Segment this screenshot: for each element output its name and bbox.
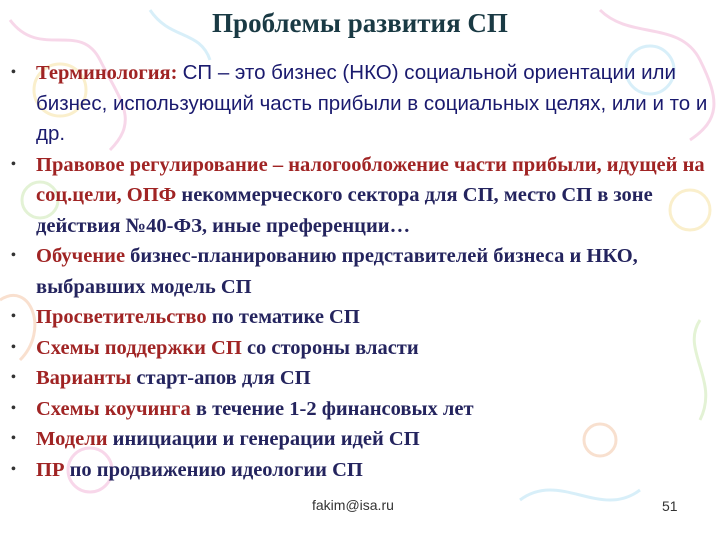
item-keyword: Обучение (36, 245, 126, 267)
bullet-icon: • (11, 248, 16, 263)
bullet-icon: • (11, 461, 16, 477)
bullet-icon: • (11, 339, 16, 355)
list-item (8, 394, 708, 425)
list-item (8, 150, 708, 242)
item-text: некоммерческого сектора для СП, место СП в зоне действия №40-ФЗ, иные преференции… (36, 184, 653, 237)
list-item (8, 58, 708, 150)
item-keyword: Просветительство (36, 306, 207, 328)
item-text: в течение 1-2 финансовых лет (190, 397, 474, 420)
bullet-icon: • (11, 65, 16, 80)
item-keyword: Модели (36, 428, 108, 450)
item-text: СП – это бизнес (НКО) социальной ориентации или бизнес, использующий часть прибыли в социальных целях, или и то и др. (36, 61, 708, 145)
list-item (8, 241, 708, 302)
bullet-icon: • (11, 156, 16, 172)
footer-email: fakim@isa.ru (312, 497, 394, 513)
item-text: – налогообложение части прибыли, идущей на соц.цели, (36, 153, 705, 206)
list-item (8, 302, 708, 333)
bullet-list (8, 58, 708, 485)
item-text: со стороны власти (241, 336, 419, 359)
list-item (8, 333, 708, 364)
page-number: 51 (662, 498, 678, 514)
bullet-icon: • (11, 309, 16, 324)
bullet-icon: • (11, 431, 16, 446)
item-keyword: ПР (36, 458, 65, 481)
bullet-icon: • (11, 400, 16, 416)
item-keyword: Правовое регулирование (36, 153, 268, 176)
item-keyword: Схемы поддержки СП (36, 336, 242, 359)
item-text: старт-апов для СП (131, 367, 311, 389)
list-item (8, 424, 708, 455)
item-text: по тематике СП (206, 306, 360, 328)
slide-title: Проблемы развития СП (212, 8, 508, 38)
item-text: бизнес-планированию представителей бизнеса и НКО, выбравших модель СП (36, 245, 638, 298)
list-item (8, 363, 708, 394)
item-text: по продвижению идеологии СП (64, 458, 363, 481)
item-keyword: ОПФ (126, 184, 177, 206)
item-keyword: Терминология: (36, 62, 183, 84)
bullet-icon: • (11, 370, 16, 385)
item-keyword: Варианты (36, 367, 132, 389)
list-item (8, 455, 708, 486)
item-text: инициации и генерации идей СП (107, 428, 420, 450)
item-keyword: Схемы коучинга (36, 397, 191, 420)
